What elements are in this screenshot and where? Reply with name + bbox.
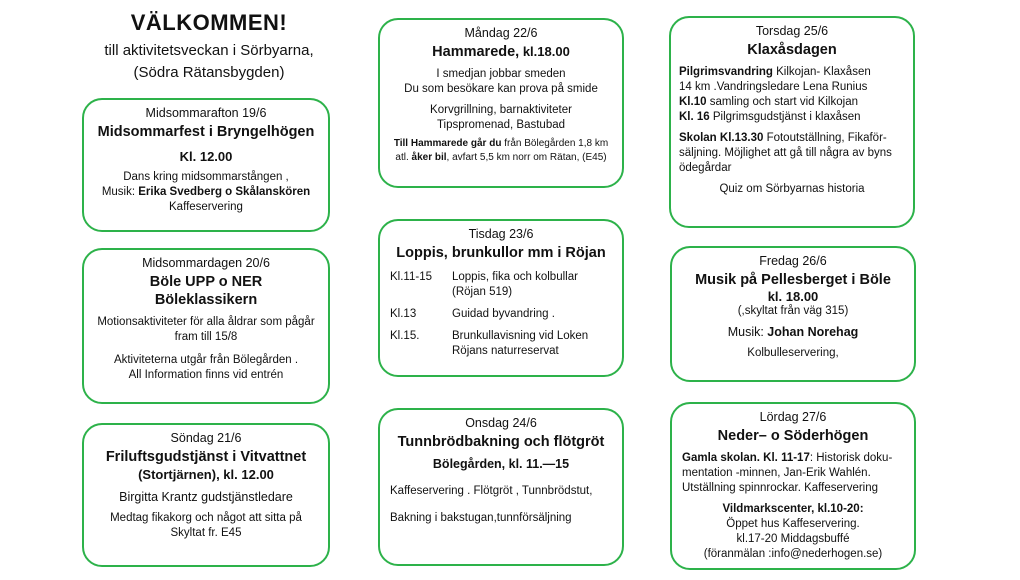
event-title-line-1: Friluftsgudstjänst i Vitvattnet	[105, 449, 307, 465]
event-title: Tunnbrödbakning och flötgröt	[397, 434, 605, 450]
event-day: Lördag 27/6	[759, 410, 827, 424]
event-text: Kaffeservering . Flötgröt , Tunnbrödstut,	[390, 485, 593, 497]
event-card-onsdag	[378, 408, 624, 566]
event-text: Kl.10 samling och start vid Kilkojan	[679, 96, 858, 108]
event-text: Kolbulleservering,	[747, 347, 839, 359]
event-card-sondag	[82, 423, 330, 567]
event-card-lordag	[670, 402, 916, 570]
welcome-subtitle-line-1: till aktivitetsveckan i Sörbyarna,	[104, 42, 314, 59]
event-text: Pilgrimsvandring Kilkojan- Klaxåsen	[679, 66, 871, 78]
event-text: Dans kring midsommarstången ,	[123, 171, 289, 183]
schedule-time: Kl.15.	[390, 330, 420, 342]
event-text: Medtag fikakorg och något att sitta på	[110, 512, 302, 524]
event-music: Musik: Erika Svedberg o Skålanskören	[101, 186, 311, 198]
event-day: Midsommardagen 20/6	[142, 256, 270, 270]
event-text: Du som besökare kan prova på smide	[404, 83, 598, 95]
welcome-header	[84, 10, 334, 84]
event-time: kl. 18.00	[767, 289, 819, 304]
schedule-activity: Brunkullavisning vid Loken Röjans naturreservat	[452, 330, 589, 357]
event-text: Kaffeservering	[169, 201, 243, 213]
event-text: Bakning i bakstugan,tunnförsäljning	[390, 512, 572, 524]
event-music: Musik: Johan Norehag	[727, 325, 859, 339]
event-text: All Information finns vid entrén	[128, 369, 284, 381]
event-text: 14 km .Vandringsledare Lena Runius	[679, 81, 868, 93]
event-schedule	[390, 270, 612, 359]
event-title: Klaxåsdagen	[747, 42, 837, 58]
event-title: Hammarede, kl.18.00	[432, 44, 570, 60]
schedule-activity: Loppis, fika och kolbullar (Röjan 519)	[452, 271, 578, 298]
event-text: Öppet hus Kaffeservering.	[726, 518, 860, 530]
event-text: Skyltat fr. E45	[170, 527, 242, 539]
event-day: Torsdag 25/6	[755, 24, 829, 38]
event-directions: (,skyltat från väg 315)	[737, 305, 849, 317]
event-text: Kl. 16 Pilgrimsgudstjänst i klaxåsen	[679, 111, 861, 123]
event-text: I smedjan jobbar smeden	[436, 68, 566, 80]
event-card-midsommardagen	[82, 248, 330, 404]
event-card-tisdag	[378, 219, 624, 377]
event-title: Loppis, brunkullor mm i Röjan	[396, 245, 606, 261]
event-text: Korvgrillning, barnaktiviteter	[430, 104, 572, 116]
event-text: Gamla skolan. Kl. 11-17: Historisk doku-mentation -minnen, Jan-Erik Wahlén. Utställning spinnrockar. Kaffeservering	[682, 452, 893, 494]
schedule-row	[390, 307, 612, 322]
event-quiz: Quiz om Sörbyarnas historia	[719, 183, 865, 195]
event-text: Aktiviteterna utgår från Bölegården .	[113, 354, 299, 366]
schedule-time: Kl.11-15	[390, 271, 432, 283]
schedule-row	[390, 270, 612, 300]
event-title-line-1: Böle UPP o NER	[149, 274, 263, 290]
event-title: Neder– o Söderhögen	[717, 428, 869, 444]
event-text: kl.17-20 Middagsbuffé	[736, 533, 850, 545]
schedule-activity: Guidad byvandring .	[452, 308, 555, 320]
event-card-midsommarafton	[82, 98, 330, 232]
event-title-line-2: (Stortjärnen), kl. 12.00	[138, 467, 274, 482]
event-card-torsdag	[669, 16, 915, 228]
event-leader: Birgitta Krantz gudstjänstledare	[119, 490, 293, 504]
welcome-title: VÄLKOMMEN!	[130, 10, 288, 35]
event-location: Vildmarkscenter, kl.10-20:	[722, 503, 864, 515]
event-text: Motionsaktiviteter för alla åldrar som pågår fram till 15/8	[97, 316, 315, 343]
event-day: Onsdag 24/6	[465, 416, 537, 430]
schedule-row	[390, 329, 612, 359]
event-music-names: Erika Svedberg o Skålanskören	[138, 186, 311, 198]
event-card-fredag	[670, 246, 916, 382]
welcome-subtitle-line-2: (Södra Rätansbygden)	[133, 64, 285, 81]
event-directions: Till Hammarede går du från Bölegården 1,8 km atl. åker bil, avfart 5,5 km norr om Rätan, (E45)	[393, 138, 609, 163]
event-day: Tisdag 23/6	[468, 227, 534, 241]
event-day: Fredag 26/6	[759, 254, 827, 268]
event-title: Musik på Pellesberget i Böle	[695, 272, 891, 288]
event-text: Skolan Kl.13.30 Fotoutställning, Fikaför-säljning. Möjlighet att gå till några av byns ödegårdar	[679, 132, 892, 174]
event-card-mandag	[378, 18, 624, 188]
event-time: kl.18.00	[519, 44, 570, 59]
schedule-time: Kl.13	[390, 308, 417, 320]
event-time: Kl. 12.00	[179, 149, 233, 164]
event-text: Tipspromenad, Bastubad	[436, 119, 566, 131]
event-time: Bölegården, kl. 11.—15	[432, 457, 570, 471]
event-day: Måndag 22/6	[464, 26, 538, 40]
event-day: Söndag 21/6	[170, 431, 242, 445]
event-title-line-2: Böleklassikern	[154, 292, 258, 308]
event-title: Midsommarfest i Bryngelhögen	[97, 124, 315, 140]
event-day: Midsommarafton 19/6	[145, 106, 267, 120]
event-contact: (föranmälan :info@nederhogen.se)	[703, 548, 883, 560]
